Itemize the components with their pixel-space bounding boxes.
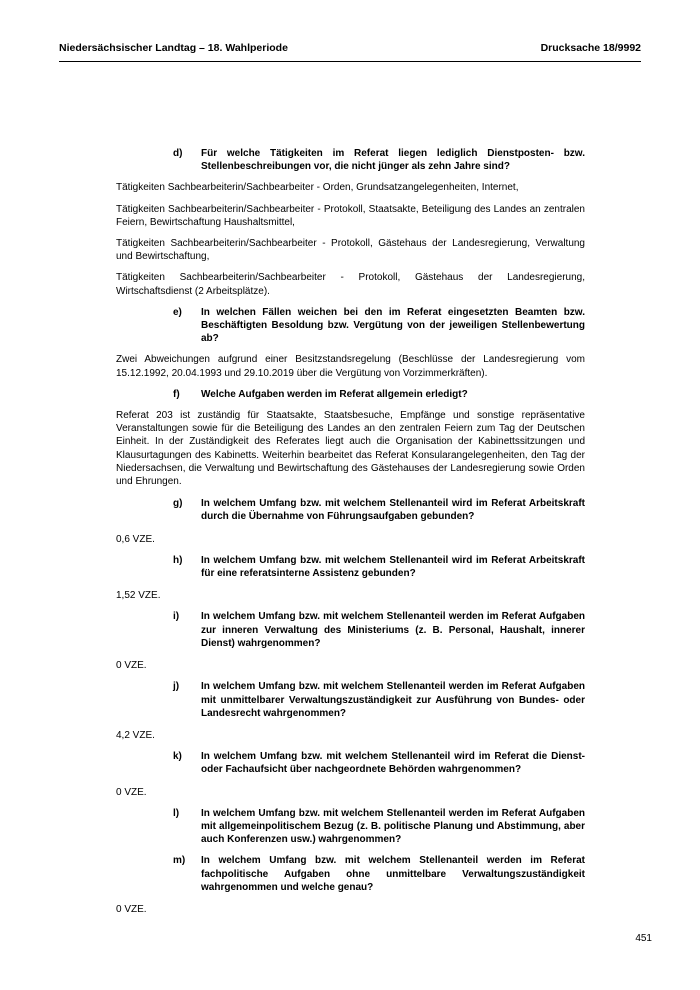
question-label: j) [173, 681, 180, 693]
answer-value: 0 VZE. [116, 903, 147, 915]
answer-paragraph: Tätigkeiten Sachbearbeiterin/Sachbearbeiter - Protokoll, Staatsakte, Beteiligung des Landes an zentralen Feiern, Bewirtschaftung Haushaltsmittel, [116, 203, 585, 228]
question-label: f) [173, 388, 180, 400]
question-text: In welchem Umfang bzw. mit welchem Stellenanteil wird im Referat Arbeitskraft für eine referatsinterne Assistenz gebunden? [201, 554, 585, 580]
question-label: d) [173, 148, 183, 159]
document-body [116, 147, 585, 916]
page-header [59, 42, 641, 54]
question-k [116, 750, 585, 776]
answer-paragraph: Tätigkeiten Sachbearbeiterin/Sachbearbeiter - Protokoll, Gästehaus der Landesregierung, Verwaltung und Bewirtschaftung, [116, 238, 585, 263]
header-title: Niedersächsischer Landtag – 18. Wahlperiode [59, 42, 288, 54]
question-h [116, 554, 585, 580]
answer-value: 4,2 VZE. [116, 729, 155, 741]
question-label: g) [173, 498, 183, 510]
question-g [116, 497, 585, 523]
header-divider [59, 61, 641, 62]
question-j [116, 680, 585, 720]
question-label: l) [173, 807, 180, 819]
question-label: h) [173, 554, 183, 566]
question-text: In welchem Umfang bzw. mit welchem Stellenanteil werden im Referat fachpolitische Aufgaben ohne unmittelbare Verwaltungszuständigkeit wahrgenommen und welche genau? [201, 855, 585, 893]
question-text: In welchem Umfang bzw. mit welchem Stellenanteil werden im Referat Aufgaben mit unmittelbarer Verwaltungszuständigkeit zur Ausführung von Bundes- oder Landesrecht wahrgenommen? [201, 681, 585, 719]
question-label: m) [173, 855, 186, 867]
answer-paragraph: Tätigkeiten Sachbearbeiterin/Sachbearbeiter - Protokoll, Gästehaus der Landesregierung, Wirtschaftsdienst (2 Arbeitsplätze). [116, 272, 585, 297]
question-i [116, 610, 585, 650]
answer-value: 1,52 VZE. [116, 590, 161, 602]
question-label: e) [173, 306, 182, 318]
question-label: k) [173, 751, 182, 763]
answer-paragraph: Referat 203 ist zuständig für Staatsakte, Staatsbesuche, Empfänge und sonstige repräsentative Veranstaltungen sowie für die Beteiligung des Landes an den zentralen Feiern zum Tag der Deutschen Einheit. In der Zuständigkeit des Referates liegt auch die Organisation der Kabinettssitzungen und Klausurtagungen des Kabinetts. Weiterhin bearbeitet das Referat Konsularangelegenheiten, den Tag der Niedersachsen, die Verwaltung und Bewirtschaftung des Gästehauses der Landesregierung sowie Orden und Ehrungen. [116, 410, 585, 488]
question-text: In welchem Umfang bzw. mit welchem Stellenanteil wird im Referat Arbeitskraft durch die Übernahme von Führungsaufgaben gebunden? [201, 498, 585, 523]
question-l [116, 807, 585, 847]
question-text: Für welche Tätigkeiten im Referat liegen lediglich Dienstposten- bzw. Stellenbeschreibungen vor, die nicht jünger als zehn Jahre sind? [201, 148, 585, 173]
question-label: i) [173, 611, 180, 623]
question-text: In welchem Umfang bzw. mit welchem Stellenanteil werden im Referat Aufgaben zur inneren Verwaltung des Ministeriums (z. B. Personal, Haushalt, innerer Dienst) wahrgenommen? [201, 611, 585, 649]
answer-paragraph: Zwei Abweichungen aufgrund einer Besitzstandsregelung (Beschlüsse der Landesregierung vom 15.12.1992, 20.04.1993 und 29.10.2019 über die Vergütung von Vorzimmerkräften). [116, 354, 585, 379]
answer-paragraph: Tätigkeiten Sachbearbeiterin/Sachbearbeiter - Orden, Grundsatzangelegenheiten, Internet, [116, 182, 519, 194]
question-text: Welche Aufgaben werden im Referat allgemein erledigt? [201, 388, 468, 400]
question-m [116, 854, 585, 894]
question-d [116, 147, 585, 173]
question-text: In welchem Umfang bzw. mit welchem Stellenanteil wird im Referat die Dienst- oder Fachaufsicht über nachgeordnete Behörden wahrgenommen? [201, 751, 585, 776]
page-number: 451 [635, 933, 652, 944]
question-e [116, 306, 585, 346]
question-text: In welchem Umfang bzw. mit welchem Stellenanteil werden im Referat Aufgaben mit allgemeinpolitischem Bezug (z. B. politische Planung und Abstimmung, aber auch Konferenzen usw.) wahrgenommen? [201, 807, 585, 846]
answer-value: 0,6 VZE. [116, 533, 155, 545]
question-f [116, 388, 585, 401]
document-number: Drucksache 18/9992 [540, 42, 641, 54]
answer-value: 0 VZE. [116, 660, 147, 672]
question-text: In welchen Fällen weichen bei den im Referat eingesetzten Beamten bzw. Beschäftigten Besoldung bzw. Vergütung von der jeweiligen Stellenbewertung ab? [201, 306, 585, 345]
answer-value: 0 VZE. [116, 786, 147, 798]
